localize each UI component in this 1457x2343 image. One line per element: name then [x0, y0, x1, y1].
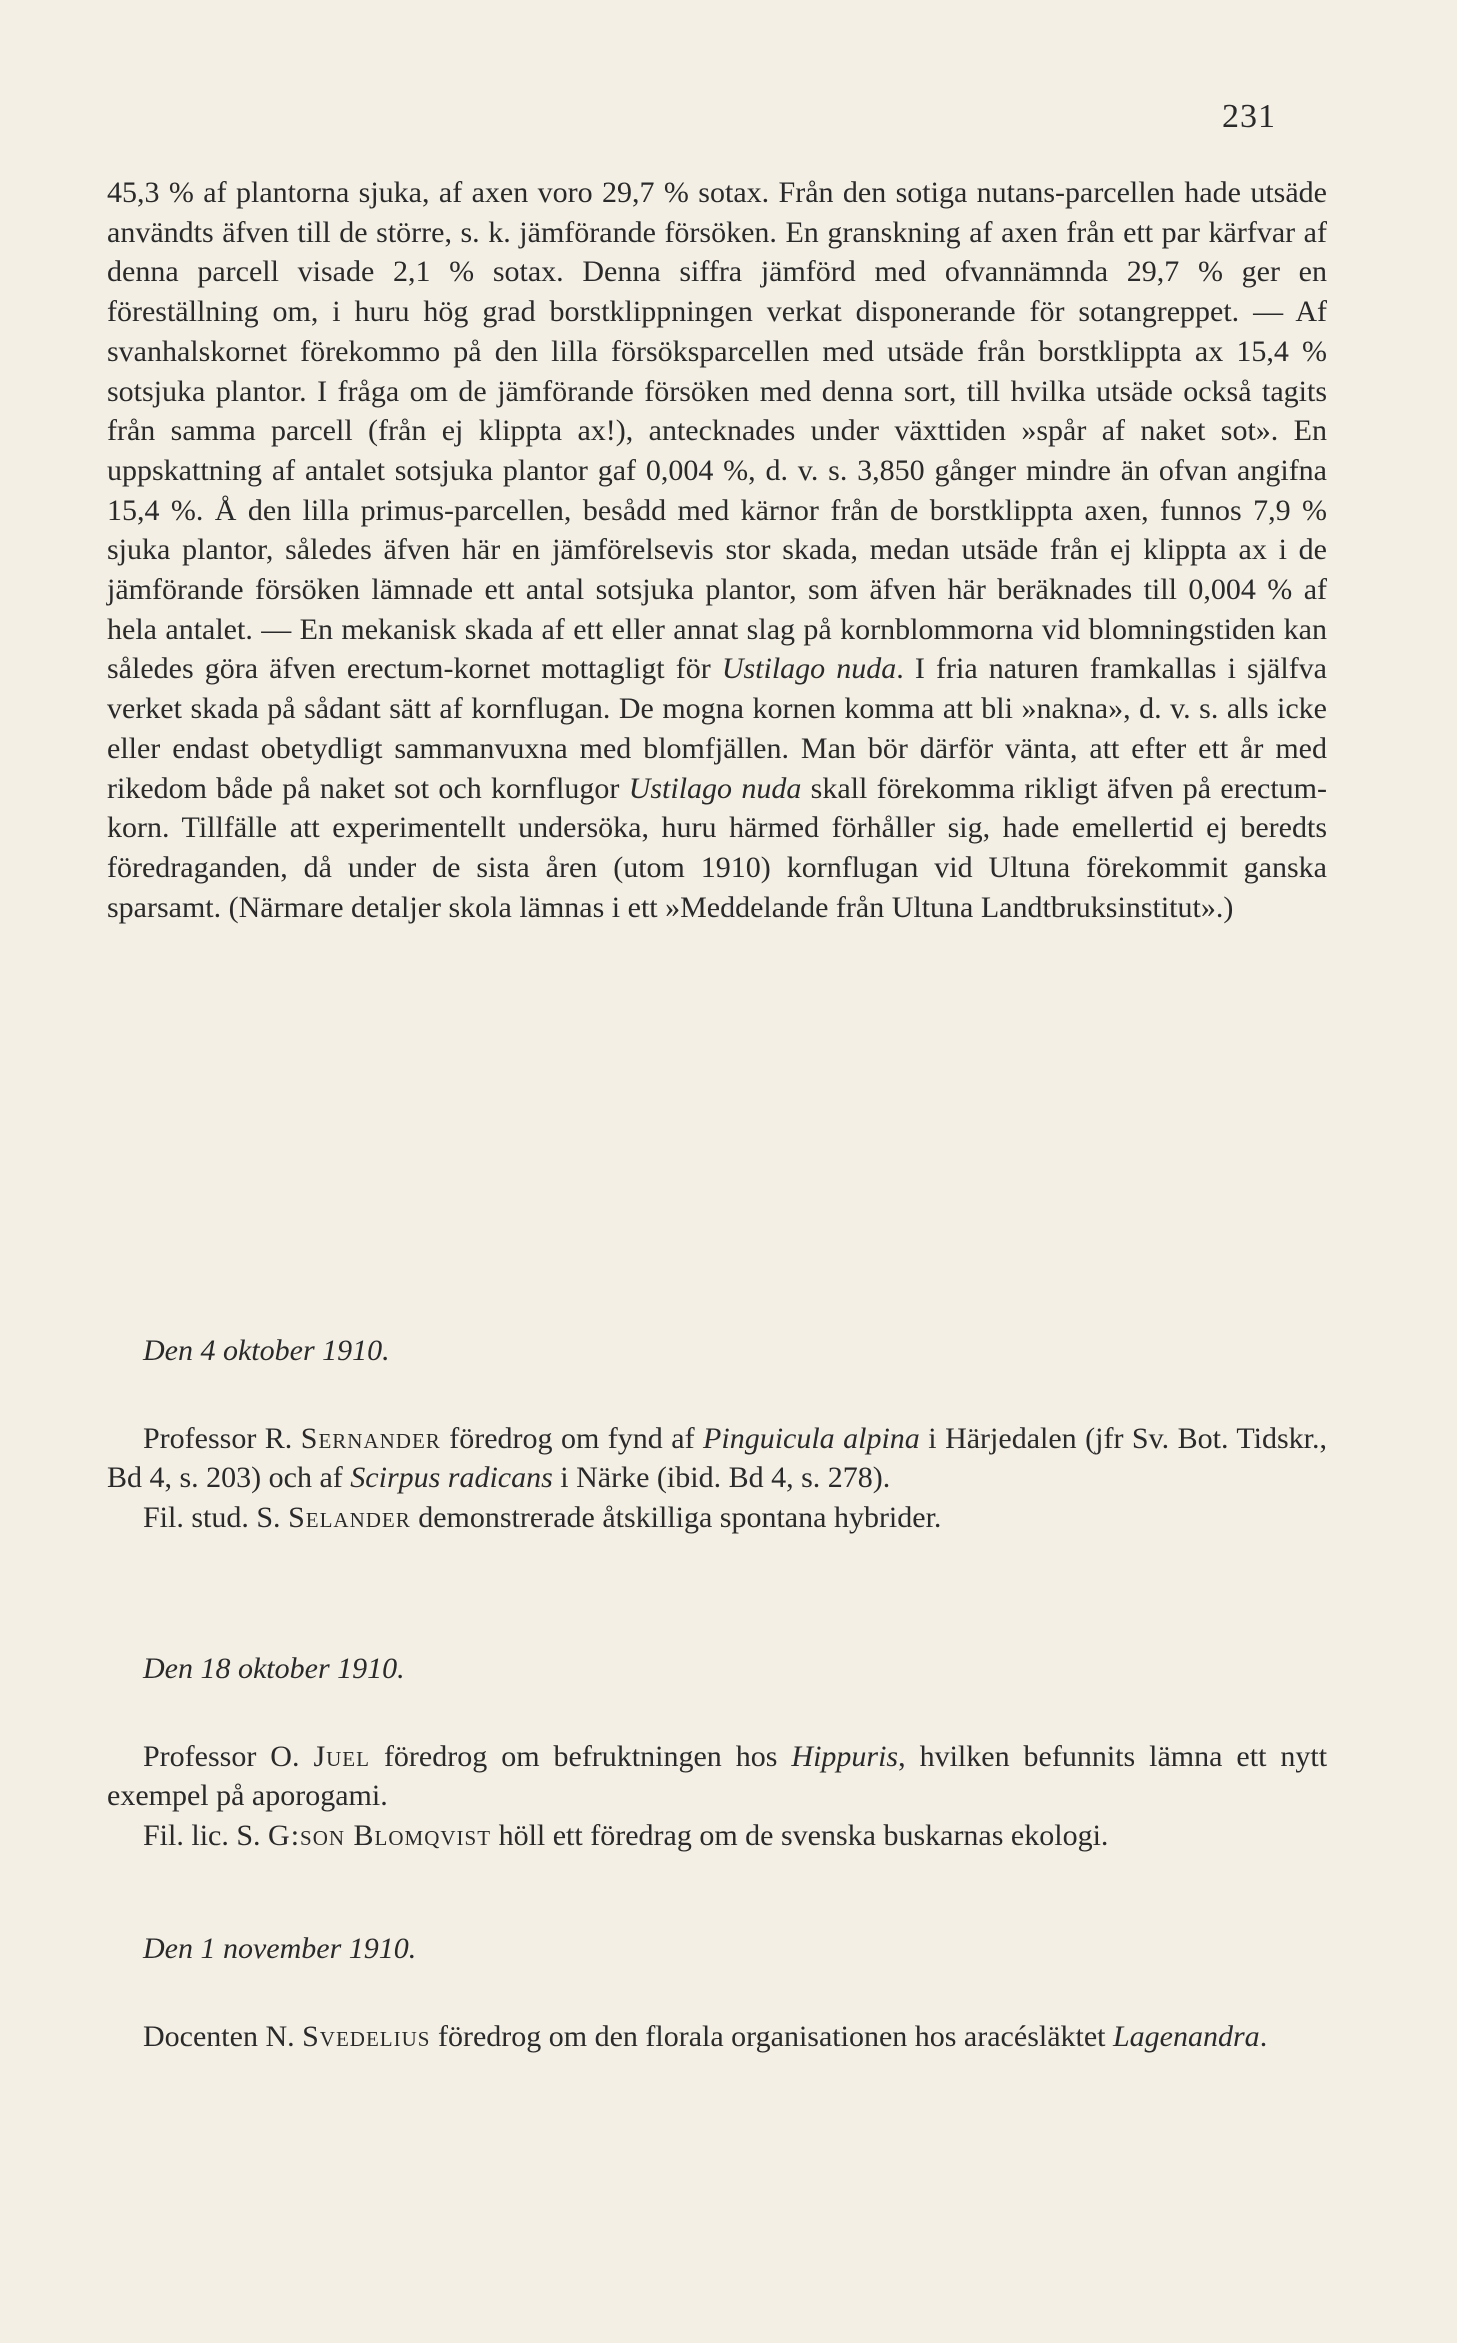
entry-species: Pinguicula alpina: [703, 1421, 920, 1455]
intro-paragraph: [107, 173, 1327, 927]
entry-species: Lagenandra: [1113, 2019, 1260, 2053]
meeting-entry: [107, 1419, 1327, 1498]
entry-prefix: Professor R.: [143, 1421, 293, 1455]
entry-text: föredrog om den florala organisationen hos aracésläktet: [437, 2019, 1106, 2053]
entry-prefix: Fil. lic. S.: [143, 1819, 261, 1853]
intro-text-2: . I fria naturen framkallas i själfva verket skada på sådant sätt af kornflugan. De mogna kornen komma att bli »nakna», d. v. s. alls icke eller endast obetydligt sammanvuxna med blomfjällen. Man bör därför vänta, att efter ett år med rikedom både på naket sot och kornflugor: [107, 652, 1327, 805]
entry-name: Selander: [288, 1501, 411, 1535]
intro-species-1: Ustilago nuda: [721, 652, 897, 686]
entry-text: föredrog om befruktningen hos: [383, 1739, 778, 1773]
entry-prefix: Professor O.: [143, 1739, 300, 1773]
intro-text: 45,3 % af plantorna sjuka, af axen voro 29,7 % sotax. Från den sotiga nutans-parcellen hade utsäde användts äfven till de större, s. k. jämförande försöken. En granskning af axen från ett par kärfvar af denna parcell visade 2,1 % sotax. Denna siffra jämförd med ofvannämnda 29,7 % ger en föreställning om, i huru hög grad borstklippningen verkat disponerande för sotangreppet. — Af svanhalskornet förekommo på den lilla försöksparcellen med utsäde från borstklippta ax 15,4 % sotsjuka plantor. I fråga om de jämförande försöken med denna sort, till hvilka utsäde också tagits från samma parcell (från ej klippta ax!), antecknades under växttiden »spår af naket sot». En uppskattning af antalet sotsjuka plantor gaf 0,004 %, d. v. s. 3,850 gånger mindre än ofvan angifna 15,4 %. Å den lilla primus-parcellen, besådd med kärnor från de borstklippta axen, funnos 7,9 % sjuka plantor, således äfven här en jämförelsevis stor skada, medan utsäde från ej klippta ax i de jämförande försöken lämnade ett antal sotsjuka plantor, som äfven här beräknades till 0,004 % af hela antalet. — En mekanisk skada af ett eller annat slag på kornblommorna vid blomningstiden kan således göra äfven erectum-kornet mottagligt för: [107, 176, 1327, 686]
entry-name: Sernander: [300, 1421, 441, 1455]
entry-name: Juel: [313, 1739, 370, 1773]
entry-text: demonstrerade åtskilliga spontana hybrider.: [418, 1501, 942, 1535]
entry-text: .: [1259, 2019, 1268, 2053]
meeting-entry: [107, 1498, 1327, 1538]
meeting-entry: [107, 2017, 1327, 2057]
meeting-section-oct-18: [107, 1649, 1327, 1856]
section-date: Den 1 november 1910.: [143, 1932, 417, 1965]
section-date: Den 4 oktober 1910.: [143, 1334, 390, 1367]
intro-species-2: Ustilago nuda: [628, 771, 802, 805]
entry-text: föredrog om fynd af: [449, 1421, 695, 1455]
meeting-entry: [107, 1816, 1327, 1856]
entry-text: höll ett föredrag om de svenska buskarnas ekologi.: [498, 1819, 1109, 1853]
entry-prefix: Docenten N.: [143, 2019, 295, 2053]
entry-prefix: Fil. stud. S.: [143, 1501, 281, 1535]
entry-species: Hippuris: [791, 1739, 899, 1773]
entry-species: Scirpus radicans: [350, 1461, 553, 1495]
intro-text-3: skall förekomma rikligt äfven på erectum-korn. Tillfälle att experimentellt undersöka, huru härmed förhåller sig, hade emellertid ej beredts föredraganden, då under de sista åren (utom 1910) kornflugan vid Ultuna förekommit ganska sparsamt. (Närmare detaljer skola lämnas i ett »Meddelande från Ultuna Landtbruksinstitut».): [107, 771, 1327, 924]
entry-name: G:son Blomqvist: [268, 1819, 492, 1853]
entry-text: i Härjedalen (jfr Sv. Bot. Tidskr., Bd 4, s. 203) och af: [107, 1421, 1327, 1495]
meeting-section-oct-4: [107, 1331, 1327, 1538]
meeting-entry: [107, 1737, 1327, 1816]
page-number: 231: [1222, 98, 1276, 135]
entry-text: i Närke (ibid. Bd 4, s. 278).: [560, 1461, 891, 1495]
entry-name: Svedelius: [302, 2019, 431, 2053]
meeting-section-nov-1: [107, 1929, 1327, 2056]
section-date: Den 18 oktober 1910.: [143, 1652, 405, 1685]
entry-text: , hvilken befunnits lämna ett nytt exempel på aporogami.: [107, 1739, 1328, 1813]
